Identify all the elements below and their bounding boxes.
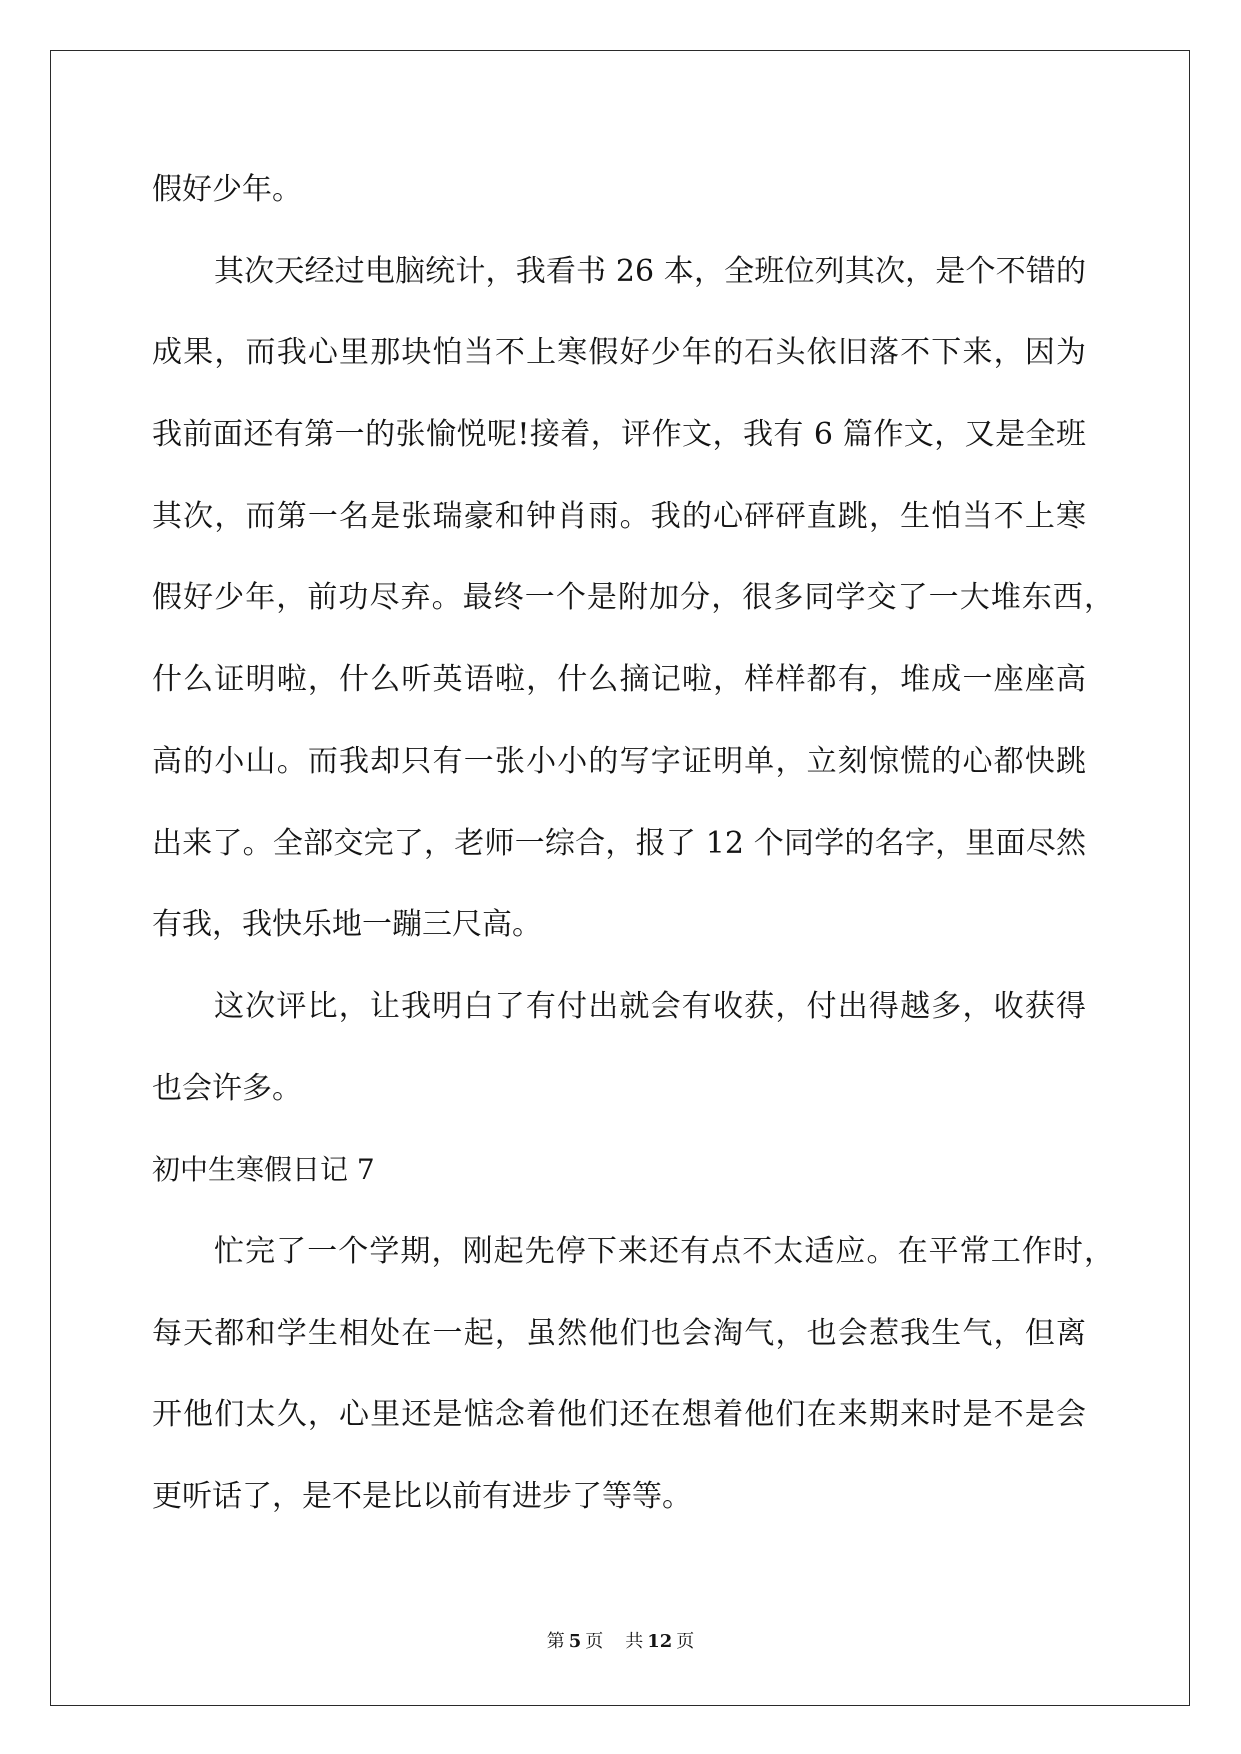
text-line: 假好少年。 <box>152 172 302 207</box>
text-line: 其次，而第一名是张瑞豪和钟肖雨。我的心砰砰直跳，生怕当不上寒 <box>152 498 1086 534</box>
total-pages-label <box>625 1631 694 1652</box>
text-line: 其次天经过电脑统计，我看书 26 本，全班位列其次，是个不错的 <box>214 253 1086 289</box>
total-prefix: 共 <box>625 1631 644 1652</box>
text-line: 有我，我快乐地一蹦三尺高。 <box>152 907 542 943</box>
text-line: 出来了。全部交完了，老师一综合，报了 12 个同学的名字，里面尽然 <box>152 825 1086 861</box>
paragraph <box>152 1211 1132 1538</box>
total-pages: 12 <box>647 1631 673 1652</box>
text-line: 也会许多。 <box>152 1070 302 1106</box>
paragraph <box>152 231 1132 966</box>
section-heading: 初中生寒假日记 7 <box>152 1153 375 1187</box>
page-footer <box>0 1630 1241 1654</box>
page-suffix: 页 <box>585 1631 604 1652</box>
text-line: 每天都和学生相处在一起，虽然他们也会淘气，也会惹我生气，但离 <box>152 1315 1086 1351</box>
paragraph <box>152 149 1132 231</box>
document-body <box>152 149 1132 1538</box>
text-line: 我前面还有第一的张愉悦呢!接着，评作文，我有 6 篇作文，又是全班 <box>152 417 1086 453</box>
text-line: 什么证明啦，什么听英语啦，什么摘记啦，样样都有，堆成一座座高 <box>152 662 1086 698</box>
page-number: 5 <box>568 1631 582 1652</box>
paragraph <box>152 966 1132 1129</box>
text-line: 更听话了，是不是比以前有进步了等等。 <box>152 1479 692 1514</box>
page-prefix: 第 <box>546 1631 565 1652</box>
total-suffix: 页 <box>676 1631 695 1652</box>
text-line: 这次评比，让我明白了有付出就会有收获，付出得越多，收获得 <box>214 988 1086 1024</box>
text-line: 假好少年，前功尽弃。最终一个是附加分，很多同学交了一大堆东西， <box>152 580 1114 616</box>
text-line: 高的小山。而我却只有一张小小的写字证明单，立刻惊慌的心都快跳 <box>152 743 1086 779</box>
text-line: 忙完了一个学期，刚起先停下来还有点不太适应。在平常工作时， <box>214 1233 1114 1269</box>
text-line: 开他们太久，心里还是惦念着他们还在想着他们在来期来时是不是会 <box>152 1397 1086 1433</box>
text-line: 成果，而我心里那块怕当不上寒假好少年的石头依旧落不下来，因为 <box>152 335 1086 371</box>
page-number-label <box>547 1631 604 1652</box>
